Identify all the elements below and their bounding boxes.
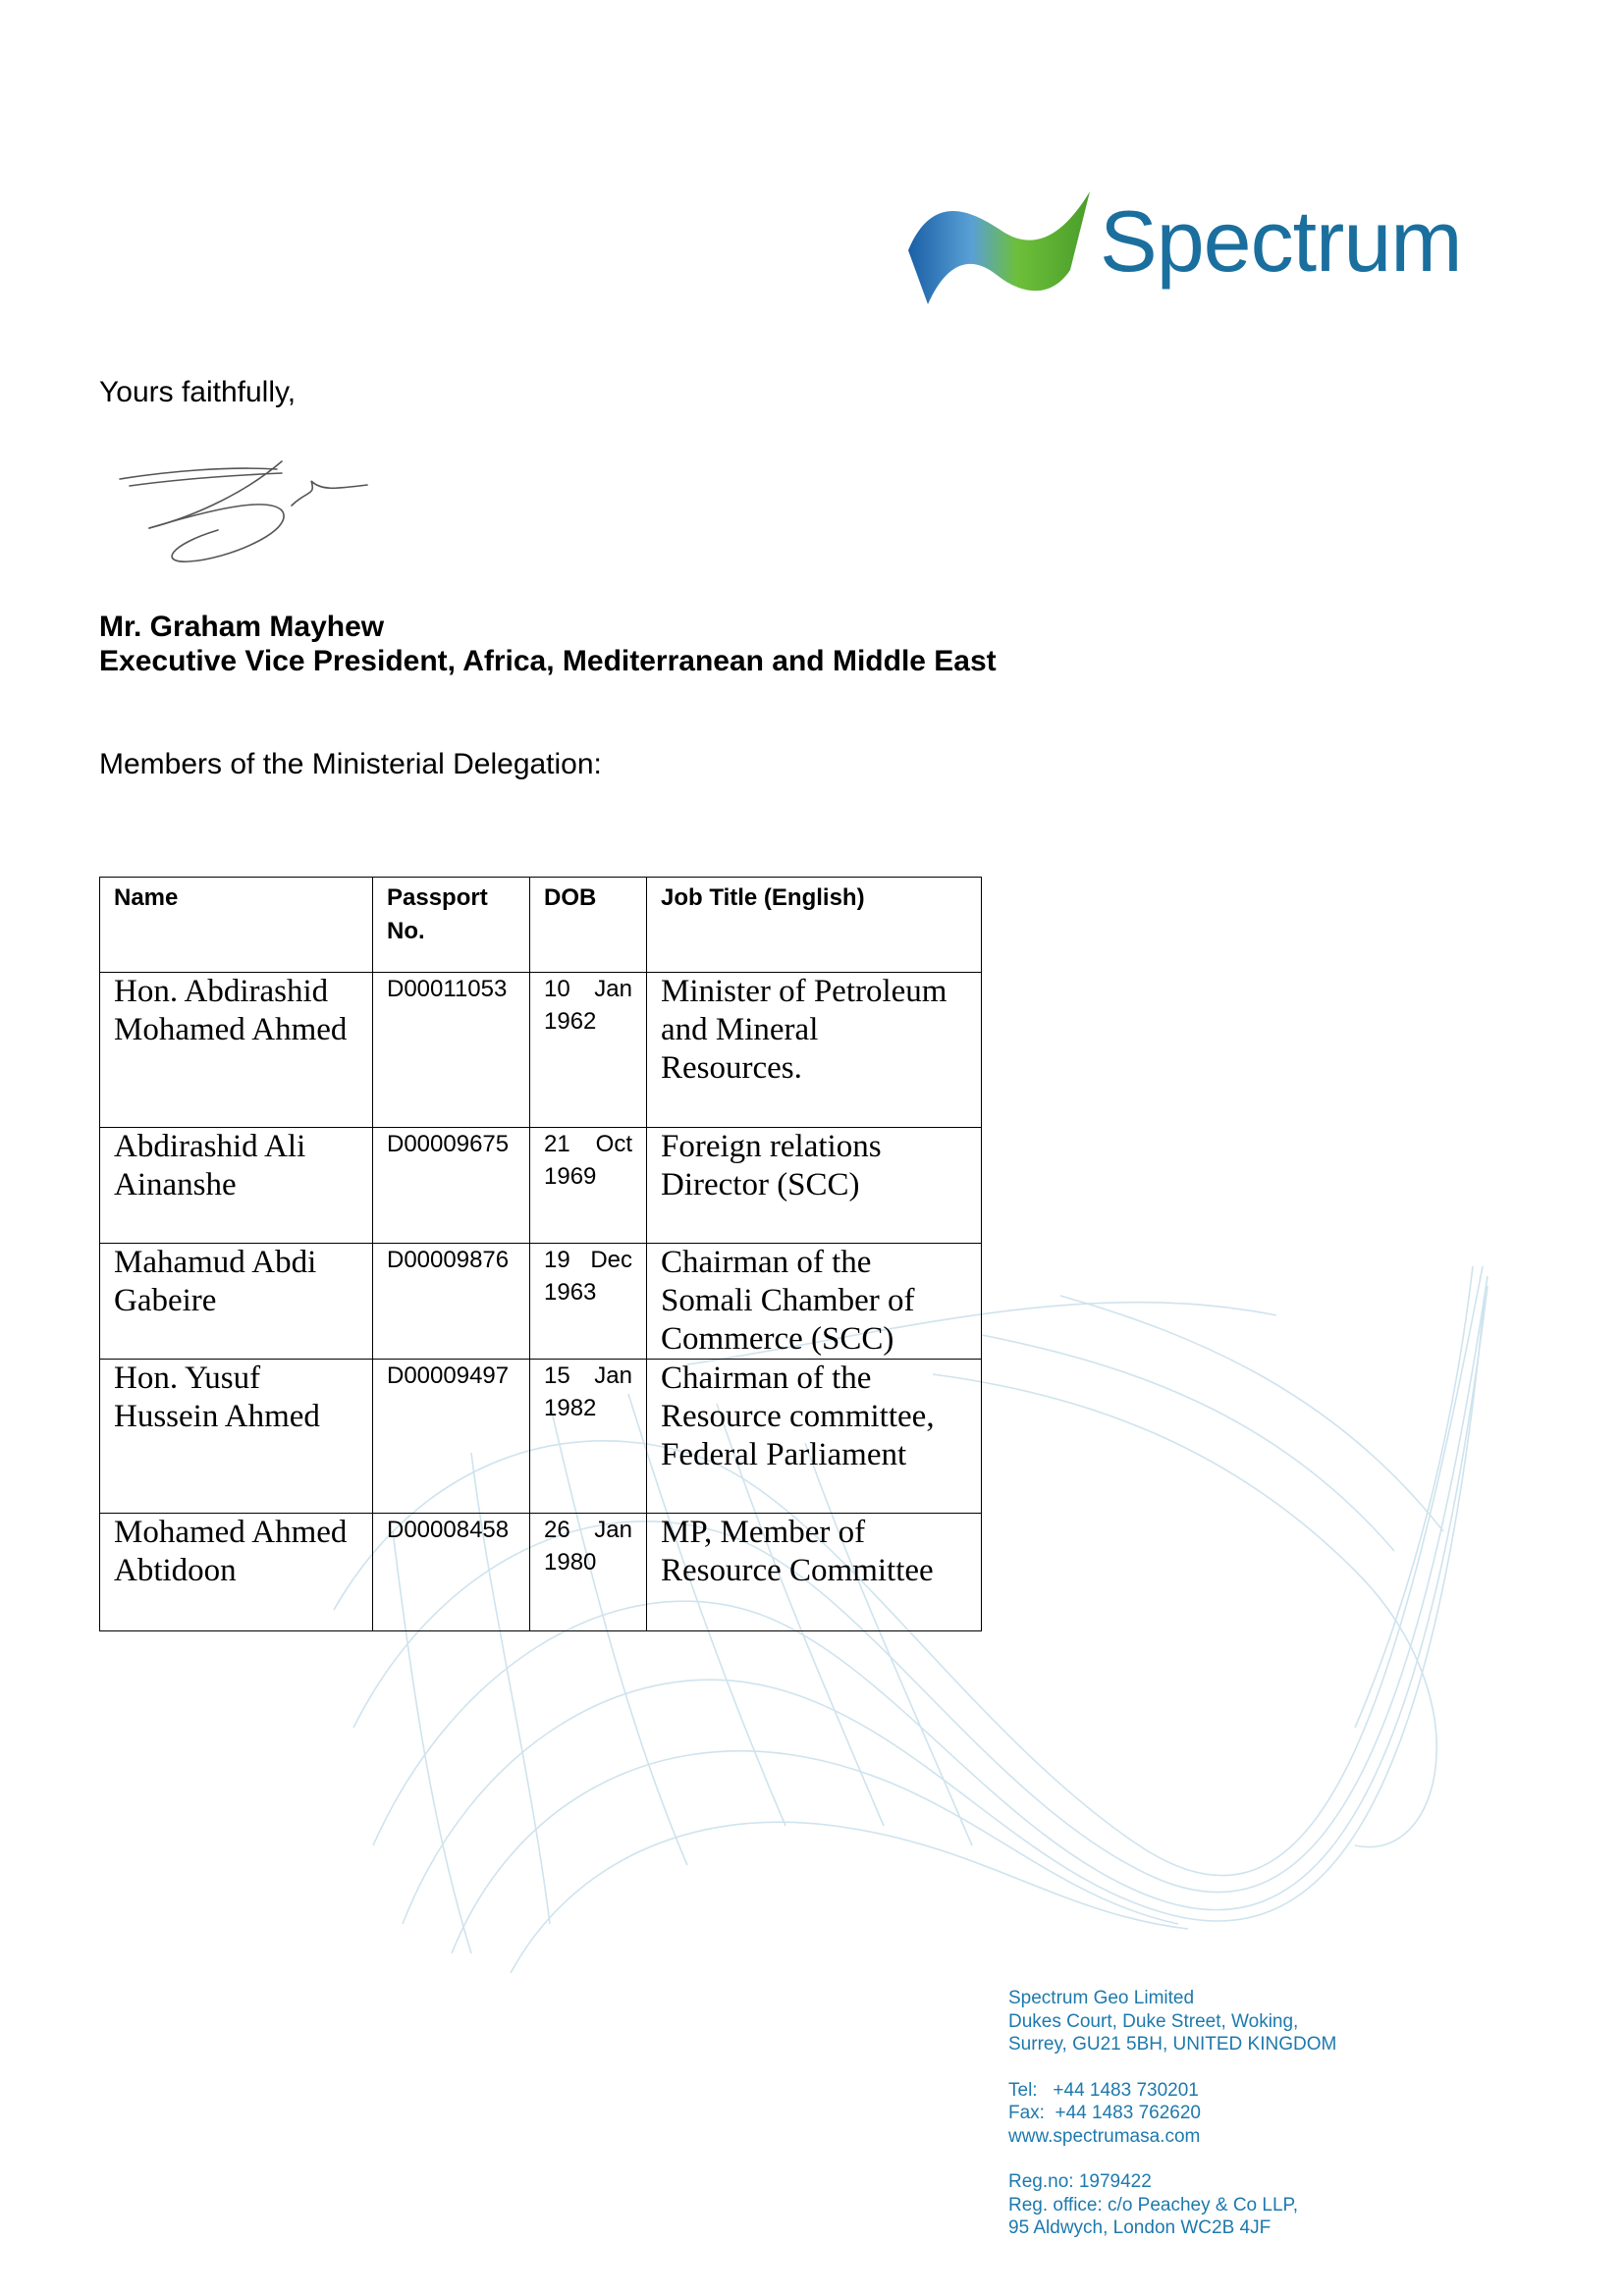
cell-passport: D00009497 [373,1360,530,1514]
table-row [100,1244,982,1360]
header-dob: DOB [530,878,647,973]
dob-day: 21 [544,1131,570,1157]
dob-year: 1980 [544,1549,597,1575]
dob-year: 1982 [544,1395,597,1421]
cell-passport: D00008458 [373,1514,530,1631]
table-row [100,973,982,1128]
footer-website: www.spectrumasa.com [1008,2125,1201,2147]
closing-line: Yours faithfully, [99,376,297,408]
footer-tel: Tel: +44 1483 730201 [1008,2079,1199,2101]
dob-year: 1969 [544,1163,597,1190]
dob-month: Jan [594,1517,632,1543]
table-header-row [100,878,982,973]
spectrum-logo [903,182,1473,314]
footer-fax: Fax: +44 1483 762620 [1008,2103,1201,2123]
footer-reg-office: Reg. office: c/o Peachey & Co LLP, [1008,2194,1299,2216]
footer-reg-office: 95 Aldwych, London WC2B 4JF [1008,2217,1272,2238]
cell-job-title: Chairman of the Resource committee, Federal Parliament [647,1360,982,1514]
dob-day: 19 [544,1247,570,1273]
company-footer [1008,1987,1336,2240]
cell-dob [530,1244,647,1360]
logo-wordmark: Spectrum [1100,192,1462,290]
cell-name: Mohamed Ahmed Abtidoon [100,1514,373,1631]
signer-name: Mr. Graham Mayhew [99,611,385,643]
footer-reg-no: Reg.no: 1979422 [1008,2171,1152,2192]
header-passport: Passport No. [373,878,530,973]
cell-dob [530,973,647,1128]
dob-day: 26 [544,1517,570,1543]
dob-day: 15 [544,1362,570,1389]
dob-year: 1962 [544,1008,597,1035]
cell-passport: D00009675 [373,1128,530,1244]
dob-day: 10 [544,976,570,1002]
table-row [100,1360,982,1514]
footer-address-line: Surrey, GU21 5BH, UNITED KINGDOM [1008,2034,1337,2055]
header-name: Name [100,878,373,973]
cell-dob [530,1360,647,1514]
cell-name: Hon. Yusuf Hussein Ahmed [100,1360,373,1514]
footer-address-line: Dukes Court, Duke Street, Woking, [1008,2010,1299,2032]
cell-job-title: MP, Member of Resource Committee [647,1514,982,1631]
cell-job-title: Minister of Petroleum and Mineral Resources. [647,973,982,1128]
cell-name: Hon. Abdirashid Mohamed Ahmed [100,973,373,1128]
delegation-table [99,877,982,1631]
table-row [100,1128,982,1244]
dob-month: Jan [594,976,632,1002]
cell-name: Abdirashid Ali Ainanshe [100,1128,373,1244]
cell-dob [530,1128,647,1244]
cell-dob [530,1514,647,1631]
dob-year: 1963 [544,1279,597,1306]
dob-month: Dec [590,1247,632,1273]
spectrum-wave-icon [903,182,1100,314]
dob-month: Oct [595,1131,632,1157]
delegation-intro: Members of the Ministerial Delegation: [99,748,602,780]
footer-company: Spectrum Geo Limited [1008,1988,1195,2008]
handwritten-signature [110,452,375,569]
cell-job-title: Foreign relations Director (SCC) [647,1128,982,1244]
table-row [100,1514,982,1631]
cell-passport: D00011053 [373,973,530,1128]
dob-month: Jan [594,1362,632,1389]
cell-passport: D00009876 [373,1244,530,1360]
signer-title: Executive Vice President, Africa, Mediterranean and Middle East [99,645,997,677]
cell-job-title: Chairman of the Somali Chamber of Commerce (SCC) [647,1244,982,1360]
cell-name: Mahamud Abdi Gabeire [100,1244,373,1360]
header-job-title: Job Title (English) [647,878,982,973]
